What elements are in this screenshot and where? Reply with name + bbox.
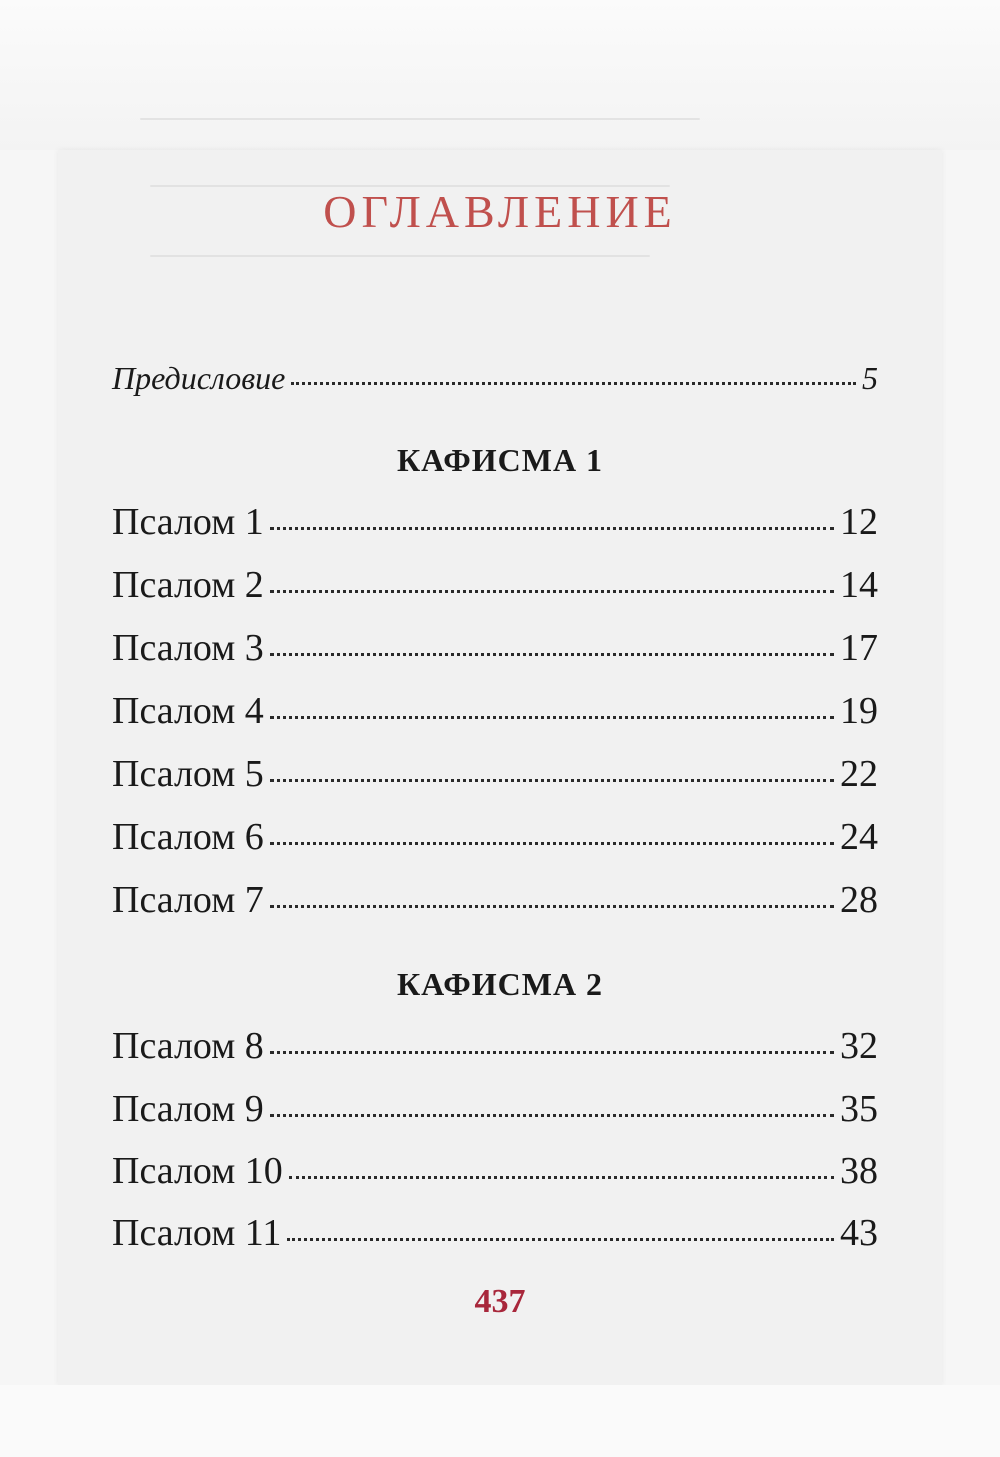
dot-leader xyxy=(270,1051,834,1054)
toc-entry-label: Псалом 2 xyxy=(112,564,264,606)
toc-entry-label: Псалом 3 xyxy=(112,627,264,669)
dot-leader xyxy=(289,1176,834,1179)
toc-entry-page: 12 xyxy=(840,501,878,543)
toc-entry-page: 38 xyxy=(840,1150,878,1192)
dot-leader xyxy=(270,842,834,845)
page-number: 437 xyxy=(474,1283,526,1320)
dot-leader xyxy=(270,779,834,782)
toc-entry xyxy=(112,755,878,793)
dot-leader xyxy=(270,716,834,719)
dot-leader xyxy=(270,1114,834,1117)
page-title: ОГЛАВЛЕНИЕ xyxy=(323,186,677,237)
toc-entry-page: 5 xyxy=(862,360,878,396)
toc-entry-preface xyxy=(112,362,878,394)
toc-entry-label: Псалом 9 xyxy=(112,1088,264,1130)
toc-entry-page: 24 xyxy=(840,816,878,858)
toc-entry-label: Псалом 5 xyxy=(112,753,264,795)
toc-entry xyxy=(112,629,878,667)
toc-entry-label: Псалом 7 xyxy=(112,879,264,921)
toc-entry-page: 32 xyxy=(840,1025,878,1067)
background-page-top xyxy=(0,0,1000,150)
toc-entry-page: 14 xyxy=(840,564,878,606)
background-bottom xyxy=(0,1385,1000,1457)
toc-entry xyxy=(112,881,878,919)
dot-leader xyxy=(270,527,834,530)
toc-entry-label: Псалом 10 xyxy=(112,1150,283,1192)
dot-leader xyxy=(270,653,834,656)
toc-entry xyxy=(112,1027,878,1065)
toc-entry xyxy=(112,1090,878,1128)
toc-entry-label: Псалом 6 xyxy=(112,816,264,858)
section-heading: КАФИСМА 2 xyxy=(396,966,604,1002)
dot-leader xyxy=(270,590,834,593)
toc-entry-label: Предисловие xyxy=(112,360,286,396)
toc-entry-label: Псалом 11 xyxy=(112,1212,282,1254)
toc-entry xyxy=(112,818,878,856)
toc-entry xyxy=(112,692,878,730)
toc-entry-page: 17 xyxy=(840,627,878,669)
bleed-through-line xyxy=(140,118,700,120)
bleed-through-line xyxy=(150,255,650,257)
toc-entry-label: Псалом 1 xyxy=(112,501,264,543)
dot-leader xyxy=(291,382,856,385)
toc-entry-page: 28 xyxy=(840,879,878,921)
section-heading: КАФИСМА 1 xyxy=(396,442,604,478)
toc-entry-page: 43 xyxy=(840,1212,878,1254)
toc-entry-page: 35 xyxy=(840,1088,878,1130)
toc-entry xyxy=(112,1214,878,1252)
toc-entry-label: Псалом 4 xyxy=(112,690,264,732)
toc-entry-page: 19 xyxy=(840,690,878,732)
toc-entry-page: 22 xyxy=(840,753,878,795)
dot-leader xyxy=(270,905,834,908)
toc-entry-label: Псалом 8 xyxy=(112,1025,264,1067)
toc-entry xyxy=(112,503,878,541)
toc-entry xyxy=(112,566,878,604)
toc-entry xyxy=(112,1152,878,1190)
dot-leader xyxy=(287,1238,834,1241)
